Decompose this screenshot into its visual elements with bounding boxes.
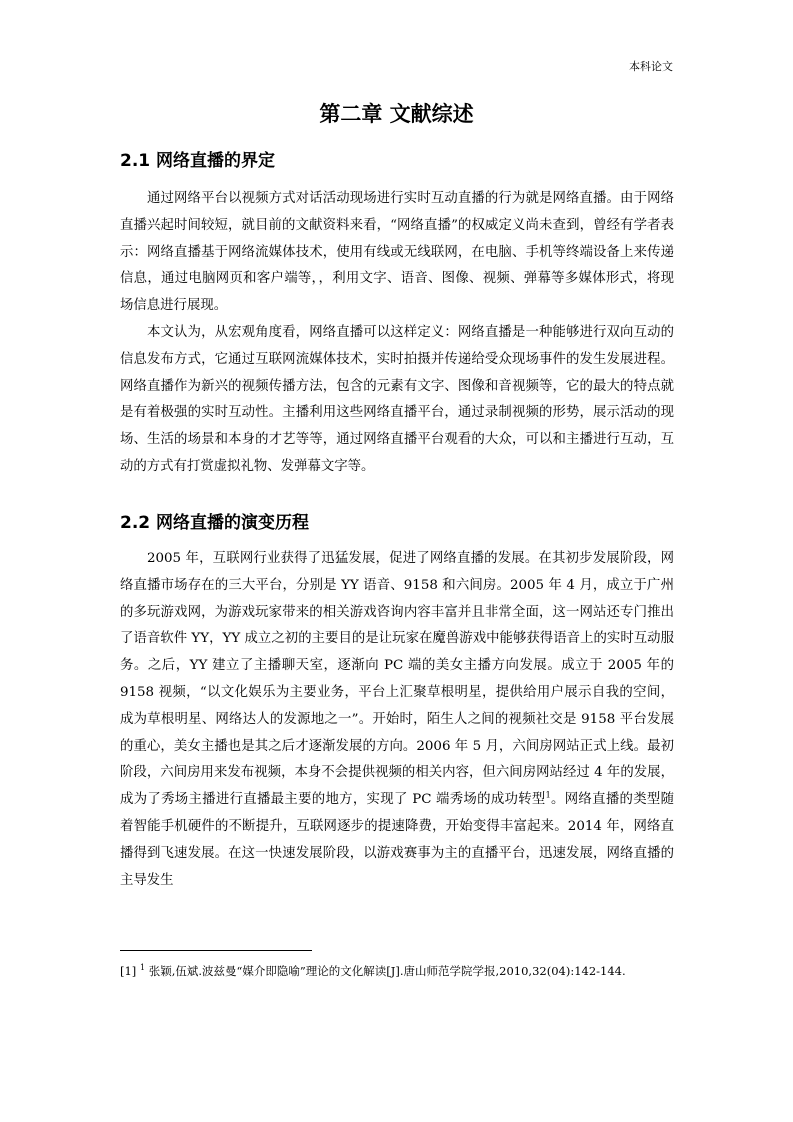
chapter-title: 第二章 文献综述 [319,102,474,126]
footnote-divider [120,950,312,951]
section-title-2-2: 2.2 网络直播的演变历程 [120,513,310,533]
footnote-reference: 1 [545,790,551,800]
running-header: 本科论文 [629,60,673,73]
paragraph-evolution-text-a: 2005 年，互联网行业获得了迅猛发展，促进了网络直播的发展。在其初步发展阶段，网络直播市场存在的三大平台，分别是 YY 语音、9158 和六间房。2005 年 4 月，成立于广州的多玩游戏网，为游戏玩家带来的相关游戏咨询内容丰富并且非常全面，这一网站还专门推出了语音软件 YY，YY 成立之初的主要目的是让玩家在魔兽游戏中能够获得语音上的实时互动服务。之后，YY 建立了主播聊天室，逐渐向 PC 端的美女主播方向发展。成立于 2005 年的 9158 视频，“以文化娱乐为主要业务，平台上汇聚草根明星，提供给用户展示自我的空间，成为草根明星、网络达人的发源地之一”。开始时，陌生人之间的视频社交是 9158 平台发展的重心，美女主播也是其之后才逐渐发展的方向。2006 年 5 月，六间房网站正式上线。最初阶段，六间房用来发布视频，本身不会提供视频的相关内容，但六间房网站经过 4 年的发展，成为了秀场主播进行直播最主要的地方，实现了 PC 端秀场的成功转型 [120,551,674,808]
paragraph-definition-2: 本文认为，从宏观角度看，网络直播可以这样定义：网络直播是一种能够进行双向互动的信息发布方式，它通过互联网流媒体技术，实时拍摄并传递给受众现场事件的发生发展进程。网络直播作为新兴的视频传播方法，包含的元素有文字、图像和音视频等，它的最大的特点就是有着极强的实时互动性。主播利用这些网络直播平台，通过录制视频的形势，展示活动的现场、生活的场景和本身的才艺等等，通过网络直播平台观看的大众，可以和主播进行互动，互动的方式有打赏虚拟礼物、发弹幕文字等。 [120,325,674,474]
section-title-2-1: 2.1 网络直播的界定 [120,151,276,171]
footnote-label: [1] [120,964,137,978]
paragraph-evolution-text-b: 。网络直播的类型随着智能手机硬件的不断提升，互联网逐步的提速降费，开始变得丰富起来。2014 年，网络直播得到飞速发展。在这一快速发展阶段，以游戏赛事为主的直播平台，迅速发展，网络直播的主导发生 [120,792,674,888]
paragraph-definition-1: 通过网络平台以视频方式对话活动现场进行实时互动直播的行为就是网络直播。由于网络直播兴起时间较短，就目前的文献资料来看，“网络直播”的权威定义尚未查到，曾经有学者表示：网络直播基于网络流媒体技术，使用有线或无线联网，在电脑、手机等终端设备上来传递信息，通过电脑网页和客户端等，，利用文字、语音、图像、视频、弹幕等多媒体形式，将现场信息进行展现。 [120,191,674,314]
footnote-text: 张颖,伍斌.波兹曼“媒介即隐喻”理论的文化解读[J].唐山师范学院学报,2010,32(04):142-144. [145,964,626,978]
footnote-sup: 1 [139,963,146,973]
paragraph-evolution [120,546,674,894]
footnote [120,961,674,982]
